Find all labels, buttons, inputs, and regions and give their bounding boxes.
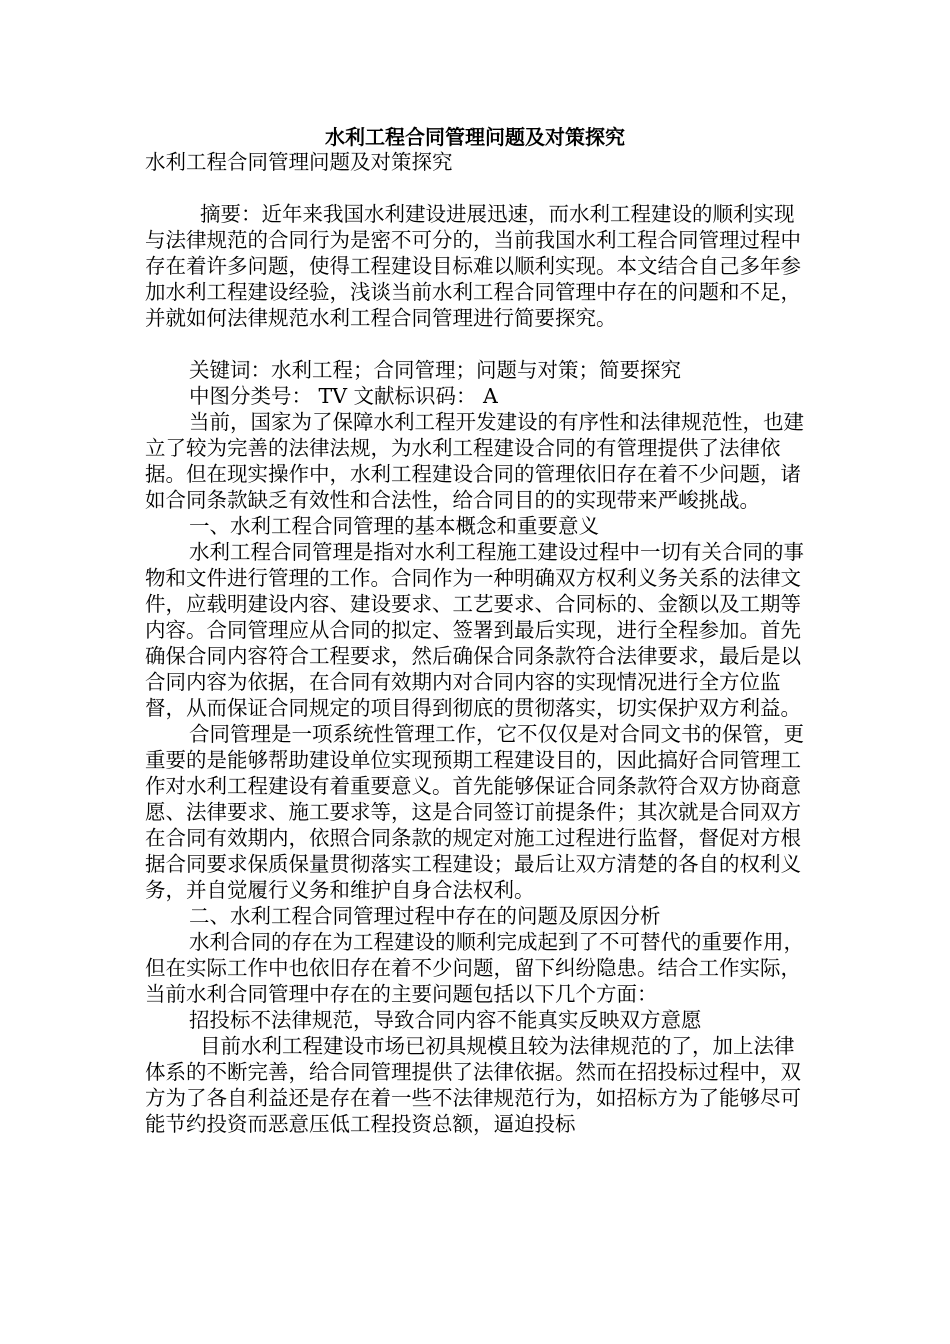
body-paragraph: 合同管理是一项系统性管理工作，它不仅仅是对合同文书的保管，更重要的是能够帮助建设单位实现预期工程建设目的，因此搞好合同管理工作对水利工程建设有着重要意义。首先能够保证合同条款符合双方协商意愿、法律要求、施工要求等，这是合同签订前提条件；其次就是合同双方在合同有效期内，依照合同条款的规定对施工过程进行监督，督促对方根据合同要求保质保量贯彻落实工程建设；最后让双方清楚的各自的权利义务，并自觉履行义务和维护自身合法权利。 (145, 722, 804, 902)
abstract-paragraph: 摘要：近年来我国水利建设进展迅速，而水利工程建设的顺利实现与法律规范的合同行为是密不可分的，当前我国水利工程合同管理过程中存在着许多问题，使得工程建设目标难以顺利实现。本文结合自己多年参加水利工程建设经验，浅谈当前水利工程合同管理中存在的问题和不足，并就如何法律规范水利工程合同管理进行简要探究。 (145, 202, 801, 330)
body-paragraph: 水利合同的存在为工程建设的顺利完成起到了不可替代的重要作用，但在实际工作中也依旧存在着不少问题，留下纠纷隐患。结合工作实际，当前水利合同管理中存在的主要问题包括以下几个方面： (145, 930, 804, 1006)
body-paragraph: 水利工程合同管理是指对水利工程施工建设过程中一切有关合同的事物和文件进行管理的工作。合同作为一种明确双方权利义务关系的法律文件，应载明建设内容、建设要求、工艺要求、合同标的、金额以及工期等内容。合同管理应从合同的拟定、签署到最后实现，进行全程参加。首先确保合同内容符合工程要求，然后确保合同条款符合法律要求，最后是以合同内容为依据，在合同有效期内对合同内容的实现情况进行全方位监督，从而保证合同规定的项目得到彻底的贯彻落实，切实保护双方利益。 (145, 540, 804, 720)
keywords-line: 关键词：水利工程；合同管理；问题与对策；简要探究 (189, 358, 681, 382)
document-title: 水利工程合同管理问题及对策探究 (325, 125, 625, 149)
classification-line: 中图分类号： TV 文献标识码： A (189, 384, 498, 408)
section-heading: 一、水利工程合同管理的基本概念和重要意义 (189, 514, 599, 538)
section-heading: 二、水利工程合同管理过程中存在的问题及原因分析 (189, 904, 661, 928)
document-body (145, 149, 805, 1137)
subsection-heading: 招投标不法律规范，导致合同内容不能真实反映双方意愿 (189, 1008, 702, 1032)
blank-line (145, 331, 805, 357)
blank-line (145, 175, 805, 201)
document-subtitle: 水利工程合同管理问题及对策探究 (145, 150, 453, 174)
body-paragraph: 当前，国家为了保障水利工程开发建设的有序性和法律规范性，也建立了较为完善的法律法规，为水利工程建设合同的有管理提供了法律依据。但在现实操作中，水利工程建设合同的管理依旧存在着不少问题，诸如合同条款缺乏有效性和合法性，给合同目的的实现带来严峻挑战。 (145, 410, 804, 512)
body-paragraph: 目前水利工程建设市场已初具规模且较为法律规范的了，加上法律体系的不断完善，给合同管理提供了法律依据。然而在招投标过程中，双方为了各自利益还是存在着一些不法律规范行为，如招标方为了能够尽可能节约投资而恶意压低工程投资总额，逼迫投标 (145, 1034, 801, 1136)
